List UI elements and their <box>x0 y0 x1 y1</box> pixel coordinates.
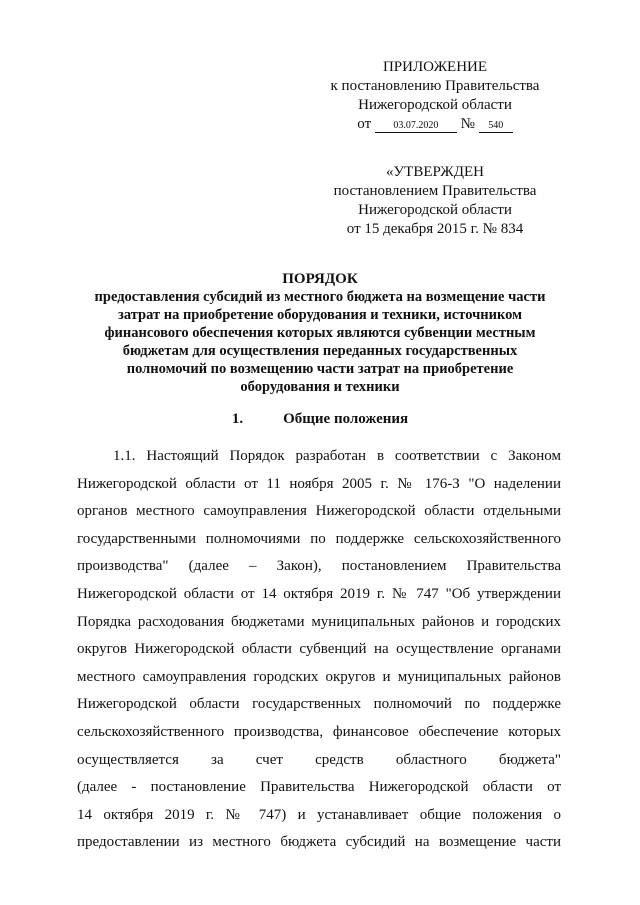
body-line: местного самоуправления городских округов и муниципальных районов <box>77 668 561 685</box>
approved-line-4: от 15 декабря 2015 г. № 834 <box>346 221 524 237</box>
order-title-line: полномочий по возмещению части затрат на приобретение <box>126 361 514 377</box>
appendix-date-line <box>300 115 570 134</box>
appendix-line-3: Нижегородской области <box>358 97 512 113</box>
body-line: Нижегородской области от 11 ноября 2005 г. № 176-З "О наделении <box>77 475 561 492</box>
appendix-number-sign: № <box>460 116 475 132</box>
order-title-line: финансового обеспечения которых являются субвенции местным <box>104 325 536 341</box>
appendix-block <box>300 58 570 134</box>
body-line: Нижегородской области от 14 октября 2019 г. № 747 "Об утверждении <box>77 585 561 602</box>
body-line: органов местного самоуправления Нижегородской области отдельными <box>77 503 561 520</box>
appendix-from-label: от <box>357 116 372 132</box>
order-title-line: бюджетам для осуществления переданных государственных <box>122 343 518 359</box>
body-text <box>77 443 561 857</box>
approved-block <box>300 163 570 239</box>
body-line: 14 октября 2019 г. № 747) и устанавливает общие положения о <box>77 806 561 823</box>
body-line: Нижегородской области государственных полномочий по поддержке <box>77 696 561 713</box>
appendix-line-2: к постановлению Правительства <box>330 78 540 94</box>
order-title-line: затрат на приобретение оборудования и техники, источником <box>118 307 522 323</box>
section-number: 1. <box>231 411 244 427</box>
body-line: государственными полномочиями по поддержке сельскохозяйственного <box>77 530 561 547</box>
approved-line-3: Нижегородской области <box>358 202 512 218</box>
section-title: Общие положения <box>283 411 409 427</box>
body-line: округов Нижегородской области субвенций на осуществление органами <box>77 641 561 658</box>
appendix-date: 03.07.2020 <box>375 120 457 133</box>
body-line: производства" (далее – Закон), постановлением Правительства <box>77 558 561 575</box>
order-title-block <box>70 270 570 396</box>
order-title-line: предоставления субсидий из местного бюджета на возмещение части <box>94 289 546 305</box>
appendix-number: 540 <box>479 120 513 133</box>
order-title-line: оборудования и техники <box>240 379 400 395</box>
body-line: осуществляется за счет средств областного бюджета" <box>77 751 561 768</box>
order-title-main: ПОРЯДОК <box>282 271 358 287</box>
body-line: предоставлении из местного бюджета субсидий на возмещение части <box>77 834 561 851</box>
body-line: Порядка расходования бюджетами муниципальных районов и городских <box>77 613 561 630</box>
approved-line-2: постановлением Правительства <box>333 183 537 199</box>
section-heading <box>70 410 570 428</box>
body-line: (далее - постановление Правительства Нижегородской области от <box>77 779 561 796</box>
appendix-title: ПРИЛОЖЕНИЕ <box>382 59 488 75</box>
body-line: 1.1. Настоящий Порядок разработан в соответствии с Законом <box>113 448 561 464</box>
body-line: сельскохозяйственного производства, финансовое обеспечение которых <box>77 723 561 740</box>
approved-title: «УТВЕРЖДЕН <box>386 164 484 180</box>
